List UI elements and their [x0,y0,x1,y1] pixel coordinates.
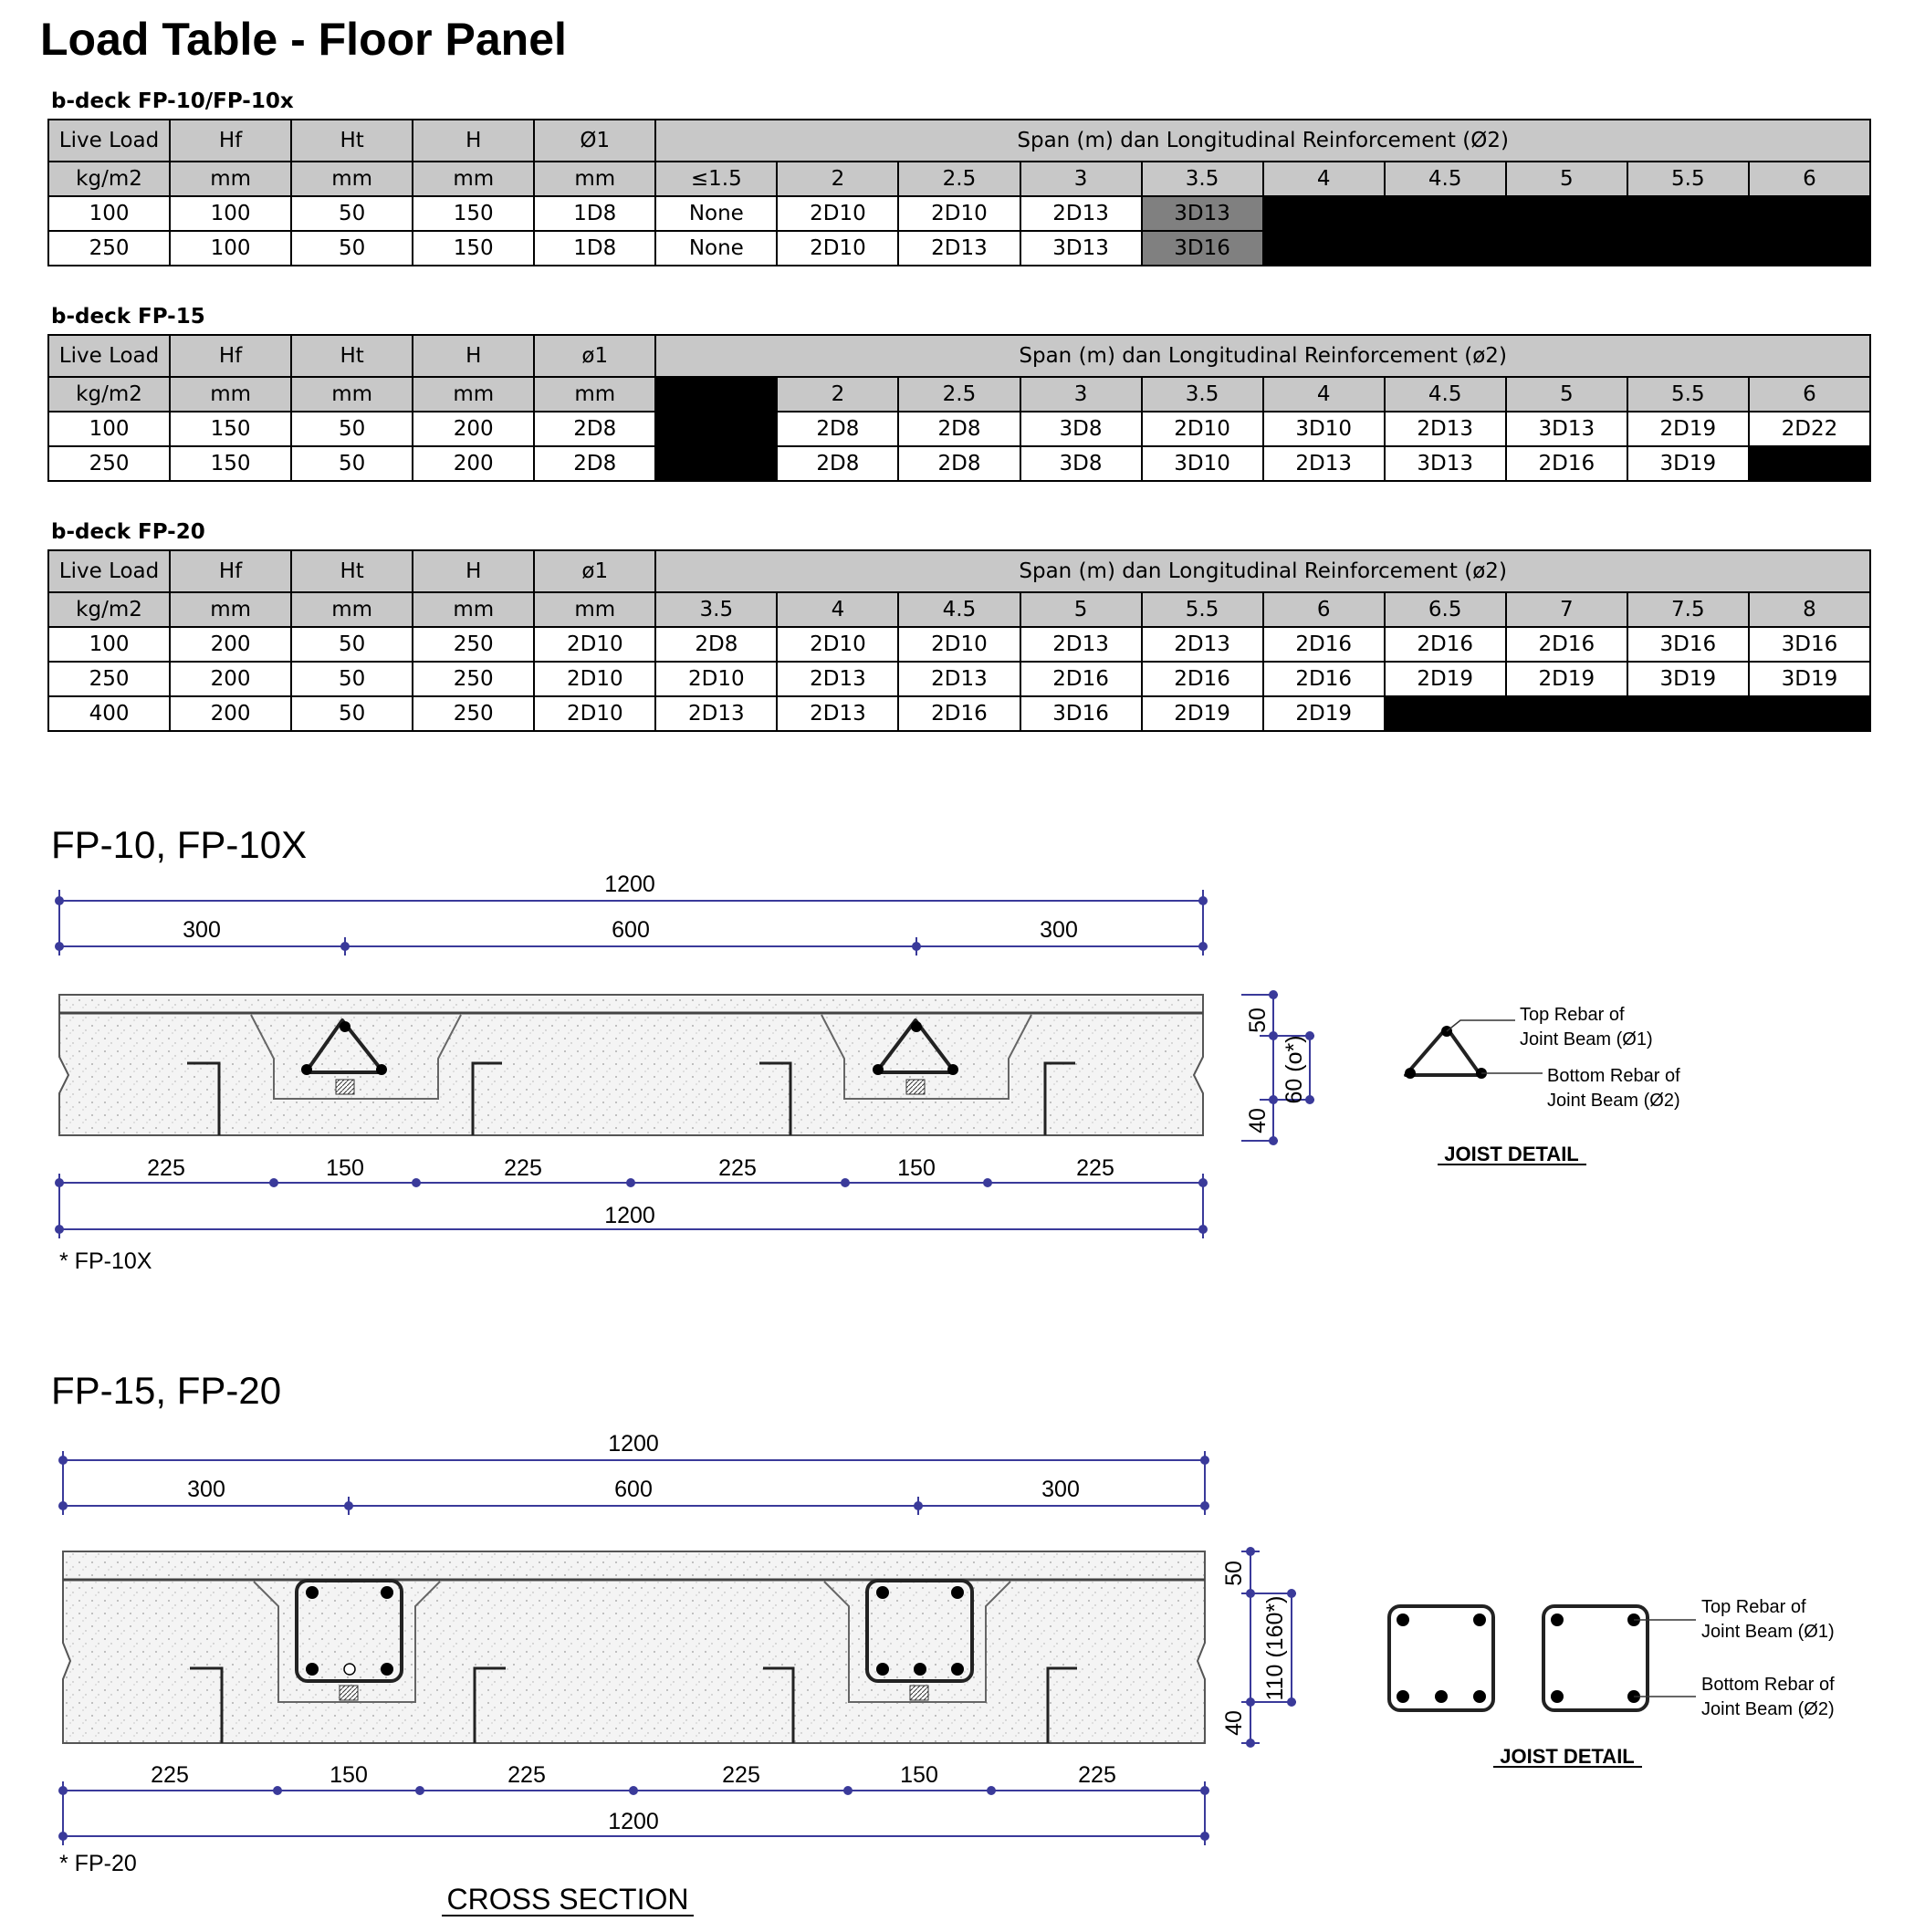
reinforcement-cell: 3D16 [1142,231,1263,266]
fp10-dim-40: 40 [1245,1108,1271,1133]
reinforcement-cell: 2D19 [1142,696,1263,731]
header-span-title: Span (m) dan Longitudinal Reinforcement (ø2) [655,550,1870,592]
table-cell: 1D8 [534,196,655,231]
header-span-title: Span (m) dan Longitudinal Reinforcement (Ø2) [655,120,1870,162]
span-header-cell: 5.5 [1627,377,1749,412]
reinforcement-cell: 2D10 [898,627,1020,662]
table-cell: 400 [48,696,170,731]
span-header-cell: 5 [1506,377,1627,412]
reinforcement-cell: 2D8 [655,627,777,662]
span-header-cell: 4.5 [1385,377,1506,412]
fp15-joist-top-label-1: Top Rebar of [1701,1597,1806,1617]
span-header-cell: 5.5 [1142,592,1263,627]
reinforcement-cell: 2D22 [1749,412,1870,446]
span-header-cell: 4.5 [898,592,1020,627]
reinforcement-cell: 2D8 [777,446,898,481]
unit-mm: mm [413,162,534,196]
table-cell: 250 [413,627,534,662]
span-header-cell: 6.5 [1385,592,1506,627]
fp15-bot-seg-1: 225 [151,1762,189,1788]
drawing-title-fp15: FP-15, FP-20 [51,1369,282,1412]
reinforcement-cell: 3D10 [1263,412,1385,446]
table-cell: 100 [48,196,170,231]
table-cell: 250 [413,696,534,731]
fp10-panel-section [59,995,1203,1135]
span-header-cell: 3.5 [655,592,777,627]
fp15-bot-seg-6: 225 [1078,1762,1116,1788]
reinforcement-cell: 2D19 [1627,412,1749,446]
fp10-bottom-total: 1200 [604,1203,655,1228]
span-header-cell: 6 [1749,377,1870,412]
fp10-joist-top-label-2: Joint Beam (Ø1) [1520,1029,1653,1050]
fp10-bot-seg-6: 225 [1076,1155,1114,1181]
fp15-dim-50: 50 [1221,1561,1247,1586]
span-header-cell: 5 [1506,162,1627,196]
reinforcement-cell: None [655,196,777,231]
table-cell: 100 [170,231,291,266]
header-ht: Ht [291,550,413,592]
unit-live-load: kg/m2 [48,162,170,196]
unit-mm: mm [170,592,291,627]
fp10-bot-seg-4: 225 [718,1155,757,1181]
reinforcement-cell: 2D13 [655,696,777,731]
span-header-cell: 4.5 [1385,162,1506,196]
reinforcement-cell: 2D13 [1142,627,1263,662]
reinforcement-cell: 3D13 [1506,412,1627,446]
fp10-joist-bottom-label-2: Joint Beam (Ø2) [1547,1091,1680,1111]
unit-mm: mm [413,377,534,412]
table-cell: 200 [170,662,291,696]
table-cell: 50 [291,627,413,662]
fp15-bot-seg-4: 225 [722,1762,760,1788]
unit-mm: mm [170,377,291,412]
reinforcement-cell: 2D10 [777,231,898,266]
reinforcement-cell: 3D8 [1020,412,1142,446]
fp10-top-seg-3: 300 [1040,917,1078,943]
table-cell: 150 [170,446,291,481]
reinforcement-cell: 2D13 [777,696,898,731]
fp10-top-seg-2: 600 [612,917,650,943]
span-header-cell: 2 [777,162,898,196]
reinforcement-cell: 3D8 [1020,446,1142,481]
header-hf: Hf [170,550,291,592]
header-diameter-1: ø1 [534,335,655,377]
fp15-dim-40: 40 [1221,1710,1247,1736]
reinforcement-cell: 2D13 [898,231,1020,266]
table-label-fp10: b-deck FP-10/FP-10x [51,89,294,113]
table-cell: 100 [48,412,170,446]
fp10-bot-seg-3: 225 [504,1155,542,1181]
table-cell: 150 [413,196,534,231]
fp15-joist-bottom-label-2: Joint Beam (Ø2) [1701,1699,1835,1719]
header-diameter-1: ø1 [534,550,655,592]
unit-mm: mm [291,377,413,412]
table-cell: 250 [48,662,170,696]
fp15-bot-seg-3: 225 [507,1762,546,1788]
fp10-bot-seg-1: 225 [147,1155,185,1181]
table-cell: 50 [291,231,413,266]
reinforcement-cell: 2D19 [1506,662,1627,696]
fp15-top-total: 1200 [608,1431,659,1457]
fp15-top-seg-3: 300 [1041,1477,1080,1502]
unit-mm: mm [291,162,413,196]
fp15-joist-detail [1389,1606,1696,1767]
fp15-top-seg-2: 600 [614,1477,653,1502]
fp15-note: * FP-20 [59,1851,137,1876]
drawing-title-fp10: FP-10, FP-10X [51,823,308,866]
fp15-bot-seg-2: 150 [330,1762,368,1788]
span-header-cell: 6 [1749,162,1870,196]
table-cell: 50 [291,446,413,481]
header-live-load: Live Load [48,120,170,162]
fp15-panel-section [63,1551,1205,1743]
header-live-load: Live Load [48,550,170,592]
reinforcement-cell: 2D10 [1142,412,1263,446]
table-cell: 50 [291,662,413,696]
table-cell: 200 [413,412,534,446]
reinforcement-cell: 2D13 [1385,412,1506,446]
table-cell: 2D10 [534,627,655,662]
reinforcement-cell: 2D10 [777,196,898,231]
span-header-cell: 2.5 [898,162,1020,196]
reinforcement-cell: 3D19 [1627,662,1749,696]
reinforcement-cell: None [655,231,777,266]
span-header-cell: 2.5 [898,377,1020,412]
table-label-fp20: b-deck FP-20 [51,520,205,544]
fp15-joist-top-label-2: Joint Beam (Ø1) [1701,1622,1835,1642]
reinforcement-cell: 2D16 [1263,662,1385,696]
span-header-cell: ≤1.5 [655,162,777,196]
span-header-cell: 3.5 [1142,377,1263,412]
span-header-cell: 3 [1020,162,1142,196]
reinforcement-cell: 3D19 [1627,446,1749,481]
unit-mm: mm [413,592,534,627]
fp15-top-seg-1: 300 [187,1477,225,1502]
fp10-joist-top-label-1: Top Rebar of [1520,1005,1625,1025]
span-header-cell: 5 [1020,592,1142,627]
header-hf: Hf [170,335,291,377]
span-header-cell: 4 [1263,377,1385,412]
table-cell: 200 [170,696,291,731]
table-cell: 250 [413,662,534,696]
header-h: H [413,550,534,592]
table-cell: 2D8 [534,412,655,446]
table-cell: 50 [291,696,413,731]
table-cell: 2D10 [534,662,655,696]
reinforcement-cell: 2D10 [777,627,898,662]
fp10-dim-50: 50 [1245,1008,1271,1033]
reinforcement-cell: 3D13 [1142,196,1263,231]
reinforcement-cell: 2D19 [1263,696,1385,731]
table-cell: 2D10 [534,696,655,731]
reinforcement-cell: 2D10 [655,662,777,696]
table-cell: 50 [291,196,413,231]
span-header-cell: 4 [777,592,898,627]
reinforcement-cell: 2D16 [1020,662,1142,696]
reinforcement-cell: 2D13 [898,662,1020,696]
header-diameter-1: Ø1 [534,120,655,162]
header-h: H [413,335,534,377]
reinforcement-cell: 3D16 [1749,627,1870,662]
span-header-cell: 6 [1263,592,1385,627]
table-cell: 1D8 [534,231,655,266]
reinforcement-cell: 3D13 [1385,446,1506,481]
fp10-note: * FP-10X [59,1248,152,1274]
reinforcement-cell: 2D13 [1263,446,1385,481]
fp15-joist-bottom-label-1: Bottom Rebar of [1701,1675,1835,1695]
cross-section-title: CROSS SECTION [446,1883,689,1916]
reinforcement-cell: 2D16 [1142,662,1263,696]
reinforcement-cell: 2D8 [777,412,898,446]
reinforcement-cell: 2D13 [1020,196,1142,231]
reinforcement-cell: 2D8 [898,412,1020,446]
fp10-dim-60: 60 (o*) [1282,1035,1307,1104]
table-cell: 150 [413,231,534,266]
span-header-cell: 7.5 [1627,592,1749,627]
table-cell: 200 [413,446,534,481]
span-header-cell: 8 [1749,592,1870,627]
reinforcement-cell: 3D16 [1627,627,1749,662]
unit-live-load: kg/m2 [48,592,170,627]
fp15-dim-110: 110 (160*) [1262,1595,1288,1701]
span-header-cell: 2 [777,377,898,412]
header-span-title: Span (m) dan Longitudinal Reinforcement (ø2) [655,335,1870,377]
reinforcement-cell: 2D16 [1263,627,1385,662]
header-live-load: Live Load [48,335,170,377]
fp10-joist-title: JOIST DETAIL [1444,1143,1579,1165]
span-header-cell: 3 [1020,377,1142,412]
unit-mm: mm [534,592,655,627]
fp15-joist-title: JOIST DETAIL [1500,1745,1635,1768]
span-header-cell: 5.5 [1627,162,1749,196]
reinforcement-cell: 3D13 [1020,231,1142,266]
header-hf: Hf [170,120,291,162]
fp15-bottom-total: 1200 [608,1809,659,1834]
table-cell: 2D8 [534,446,655,481]
table-cell: 250 [48,231,170,266]
table-cell: 150 [170,412,291,446]
page-title: Load Table - Floor Panel [40,14,567,65]
reinforcement-cell: 3D10 [1142,446,1263,481]
fp10-bot-seg-5: 150 [897,1155,936,1181]
span-header-cell: 7 [1506,592,1627,627]
table-cell: 100 [48,627,170,662]
reinforcement-cell: 2D16 [898,696,1020,731]
reinforcement-cell: 2D13 [1020,627,1142,662]
unit-mm: mm [170,162,291,196]
header-ht: Ht [291,120,413,162]
fp15-bot-seg-5: 150 [900,1762,938,1788]
unit-live-load: kg/m2 [48,377,170,412]
unit-mm: mm [534,377,655,412]
span-header-cell: 4 [1263,162,1385,196]
reinforcement-cell: 2D16 [1385,627,1506,662]
table-cell: 200 [170,627,291,662]
unit-mm: mm [291,592,413,627]
table-cell: 250 [48,446,170,481]
fp10-joist-bottom-label-1: Bottom Rebar of [1547,1066,1680,1086]
reinforcement-cell: 2D10 [898,196,1020,231]
reinforcement-cell: 2D8 [898,446,1020,481]
fp10-top-total: 1200 [604,872,655,897]
reinforcement-cell: 2D16 [1506,627,1627,662]
table-cell: 100 [170,196,291,231]
reinforcement-cell: 2D16 [1506,446,1627,481]
table-cell: 50 [291,412,413,446]
span-header-cell: 3.5 [1142,162,1263,196]
reinforcement-cell: 2D19 [1385,662,1506,696]
table-label-fp15: b-deck FP-15 [51,305,205,329]
reinforcement-cell: 2D13 [777,662,898,696]
reinforcement-cell: 3D19 [1749,662,1870,696]
unit-mm: mm [534,162,655,196]
reinforcement-cell: 3D16 [1020,696,1142,731]
fp10-bot-seg-2: 150 [326,1155,364,1181]
fp10-top-seg-1: 300 [183,917,221,943]
header-ht: Ht [291,335,413,377]
header-h: H [413,120,534,162]
